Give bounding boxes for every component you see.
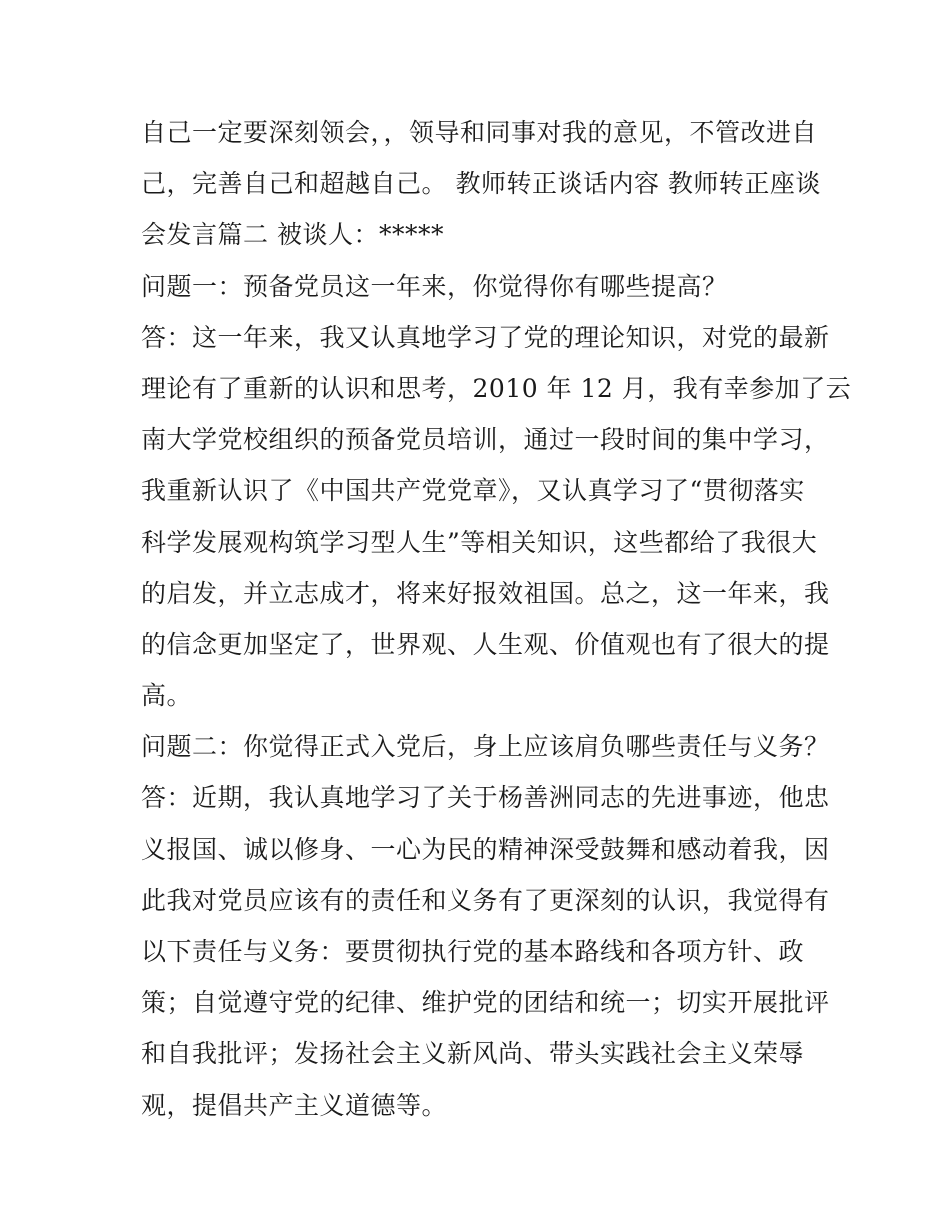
text-line: 答：近期，我认真地学习了关于杨善洲同志的先进事迹，他忠 [141, 783, 830, 813]
text-line: 此我对党员应该有的责任和义务有了更深刻的认识，我觉得有 [141, 885, 830, 915]
text-line: 我重新认识了《中国共产党党章》，又认真学习了“贯彻落实 [141, 476, 805, 506]
text-line: 会发言篇二 被谈人：***** [141, 220, 444, 250]
text-line: 的启发，并立志成才，将来好报效祖国。总之，这一年来，我 [141, 578, 830, 608]
text-line: 己，完善自己和超越自己。 教师转正谈话内容 教师转正座谈 [141, 169, 821, 199]
text-line: 的信念更加坚定了，世界观、人生观、价值观也有了很大的提 [141, 629, 830, 659]
text-line: 高。 [141, 681, 193, 711]
text-line: 和自我批评；发扬社会主义新风尚、带头实践社会主义荣辱 [141, 1039, 805, 1069]
body-text [141, 107, 852, 1131]
question-one: 问题一：预备党员这一年来，你觉得你有哪些提高？ [141, 271, 728, 301]
text-line: 义报国、诚以修身、一心为民的精神深受鼓舞和感动着我，因 [141, 834, 830, 864]
text-line: 理论有了重新的认识和思考，2010 年 12 月，我有幸参加了云 [141, 373, 852, 403]
text-line: 以下责任与义务：要贯彻执行党的基本路线和各项方针、政 [141, 937, 805, 966]
text-line: 科学发展观构筑学习型人生”等相关知识，这些都给了我很大 [141, 527, 818, 557]
text-line: 自己一定要深刻领会，，领导和同事对我的意见，不管改进自 [141, 118, 818, 147]
question-two: 问题二：你觉得正式入党后，身上应该肩负哪些责任与义务？ [141, 732, 830, 762]
text-line: 答：这一年来，我又认真地学习了党的理论知识，对党的最新 [141, 322, 830, 352]
text-line: 策；自觉遵守党的纪律、维护党的团结和统一；切实开展批评 [141, 988, 830, 1018]
text-line: 南大学党校组织的预备党员培训，通过一段时间的集中学习， [141, 425, 830, 455]
text-line: 观，提倡共产主义道德等。 [141, 1090, 448, 1120]
